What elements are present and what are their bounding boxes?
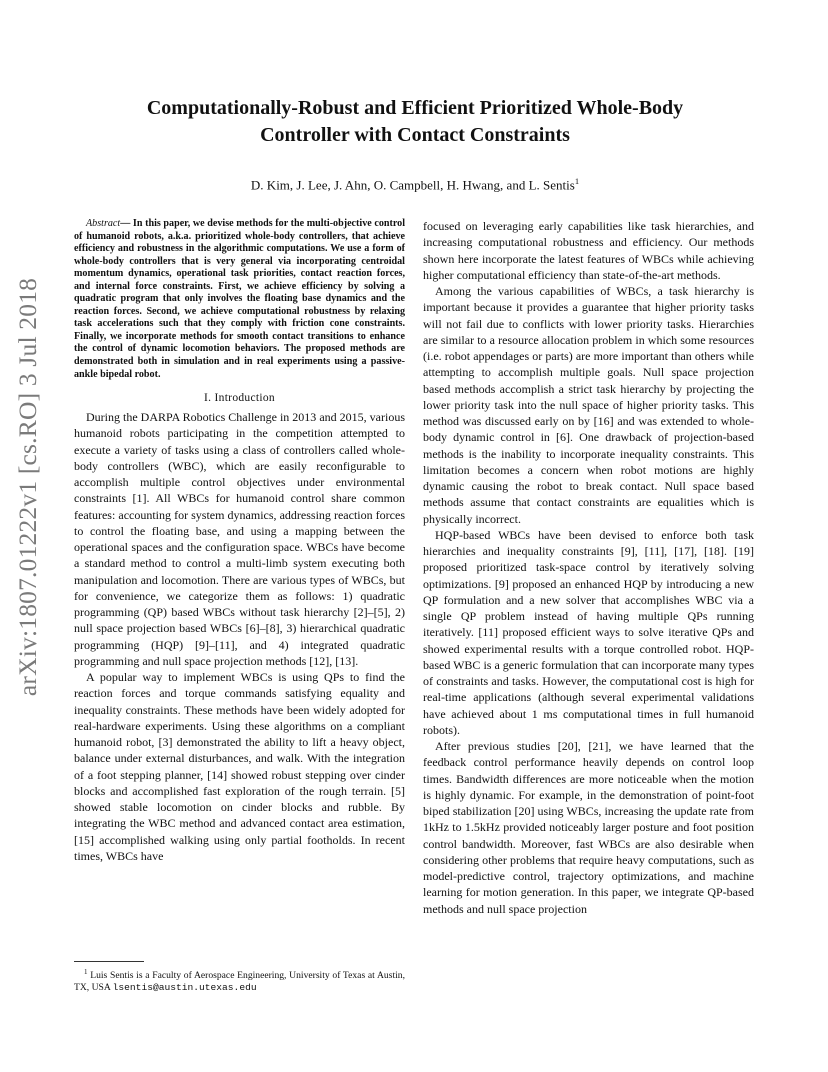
abstract-text: — In this paper, we devise methods for the multi-objective control of humanoid robots, a.k.a. prioritized whole-body controllers, that achieve efficiency and robustness in the algorithmic computations. We use a form of whole-body controllers that is very general via incorporating centroidal momentum dynamics, operational task priorities, contact reaction forces, and internal force constraints. First, we achieve efficiency by solving a quadratic program that only involves the floating base dynamics and the reaction forces. Second, we achieve computational robustness by relaxing task accelerations such that they comply with friction cone constraints. Finally, we incorporate methods for smooth contact transitions to enhance the control of dynamic locomotion behaviors. The proposed methods are demonstrated both in simulation and in real experiments using a passive-ankle bipedal robot. xyxy=(74,218,405,380)
paper-title-line-2: Controller with Contact Constraints xyxy=(260,124,570,146)
footnote-mark: 1 xyxy=(84,968,88,976)
author-list xyxy=(60,172,770,194)
footnote xyxy=(74,966,405,994)
right-column xyxy=(423,218,754,917)
body-paragraph: HQP-based WBCs have been devised to enforce both task hierarchies and inequality constraints [9], [11], [17], [18]. [19] proposed prioritized task-space control by iteratively solving optimizations. [9] proposed an enhanced HQP by introducing a new QP formulation and a new solver that accomplishes WBC via a single QP problem instead of having multiple QPs running iteratively. [11] proposed efficient ways to solve iterative QPs and showed experimental results with a torque controlled robot. HQP-based WBC is a generic formulation that can incorporate many types of constraints and tasks. However, the computational cost is high for real-time applications (although several experimental validations have achieved about 1 ms computational times in full humanoid robots). xyxy=(423,527,755,737)
paper-title-line-1: Computationally-Robust and Efficient Prioritized Whole-Body xyxy=(146,97,684,119)
paper-title xyxy=(60,95,770,149)
left-column xyxy=(74,218,405,864)
abstract xyxy=(74,218,405,381)
arxiv-identifier-stamp xyxy=(6,277,50,697)
body-paragraph: focused on leveraging early capabilities like task hierarchies, and increasing computational robustness and efficiency. Our methods shown here incorporate the latest features of WBCs while achieving higher computational efficiency than state-of-the-art methods. xyxy=(423,219,754,282)
footnote-divider xyxy=(74,961,144,962)
footnote-email: lsentis@austin.utexas.edu xyxy=(112,982,257,994)
abstract-label: Abstract xyxy=(86,218,121,229)
body-paragraph: During the DARPA Robotics Challenge in 2013 and 2015, various humanoid robots participating in the competition attempted to execute a variety of tasks using a class of controllers called whole-body controllers (WBC), which are easily reconfigurable to accomplish multiple control objectives under environmental constraints [1]. All WBCs for humanoid control share common features: accounting for system dynamics, addressing reaction forces to control the floating base, and using a mapping between the operational spaces and the configuration space. WBCs have become a standard method to control a multi-limb system executing both manipulation and locomotion. There are various types of WBCs, but for convenience, we categorize them as follows: 1) quadratic programming (QP) based WBCs without task hierarchy [2]–[5], 2) null space projection based WBCs [6]–[8], 3) hierarchical quadratic programming (HQP) [9]–[11], and 4) integrated quadratic programming and null space projection methods [12], [13]. xyxy=(74,410,405,668)
author-footnote-mark: 1 xyxy=(574,176,580,186)
author-names: D. Kim, J. Lee, J. Ahn, O. Campbell, H. Hwang, and L. Sentis xyxy=(250,177,575,193)
section-heading-introduction: I. Introduction xyxy=(204,392,275,405)
body-paragraph: Among the various capabilities of WBCs, a task hierarchy is important because it provides a guarantee that higher priority tasks will not fail due to conflicts with lower priority tasks. Hierarchies are similar to a resource allocation problem in which some resources (i.e. robot appendages or parts) are more important than others while attempting to accomplish multiple goals. Null space projection based methods accomplish a strict task hierarchy by projecting the lower priority task into the null space of higher priority tasks. This method was discussed early on by [16] and was extended to whole-body dynamic control in [6]. One drawback of projection-based methods is the inability to incorporate inequality constraints. This limitation becomes a concern when robot motions are highly dynamic causing the robot to break contact. Null space based methods assume that contact constraints are equalities which is physically incorrect. xyxy=(423,284,754,526)
body-paragraph: After previous studies [20], [21], we have learned that the feedback control performance heavily depends on control loop times. Bandwidth differences are more noticeable when the motion is highly dynamic. For example, in the demonstration of point-foot biped stabilization [20] using WBCs, increasing the update rate from 1kHz to 1.5kHz provided noticeably larger posture and foot position control bandwidth. Moreover, fast WBCs are also desirable when considering other problems that require heavy computations, such as model-predictive control, trajectory optimizations, and machine learning for motion generation. In this paper, we integrate QP-based methods and null space projection xyxy=(423,739,754,916)
body-paragraph: A popular way to implement WBCs is using QPs to find the reaction forces and torque commands satisfying equality and inequality constraints. These methods have been widely adopted for real-hardware experiments. Using these algorithms on a compliant humanoid robot, [3] demonstrated the ability to lift a heavy object, balance under external disturbances, and walk. With the integration of a foot stepping planner, [14] showed robust stepping over cinder blocks and accomplished fast exploration of the rough terrain. [5] showed stable locomotion on cinder blocks and rubble. By integrating the WBC method and advanced contact area estimation, [15] accomplished walking using only partial footholds. In recent times, WBCs have xyxy=(74,670,405,863)
footnote-text: Luis Sentis is a Faculty of Aerospace Engineering, University of Texas at Austin, TX, USA xyxy=(74,970,405,994)
arxiv-id-text: arXiv:1807.01222v1 [cs.RO] 3 Jul 2018 xyxy=(13,277,43,697)
